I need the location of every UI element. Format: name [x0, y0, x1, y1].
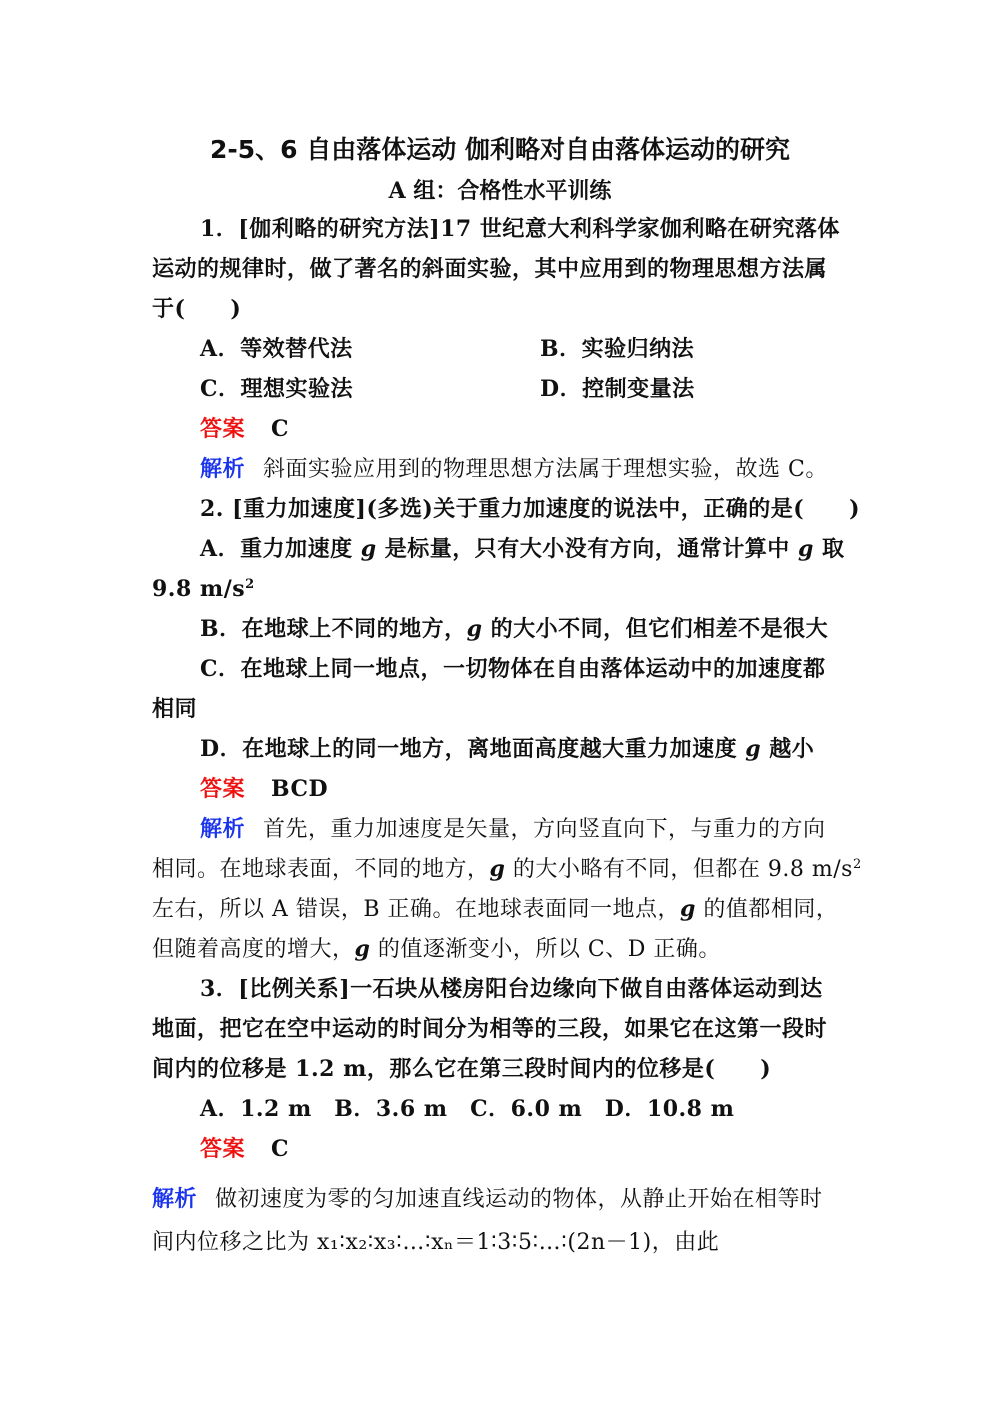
explanation-label: 解析	[152, 1186, 198, 1212]
text: 取	[813, 536, 845, 562]
q2-explanation-line2	[152, 854, 862, 885]
text: 但随着高度的增大，	[152, 937, 355, 962]
superscript: 2	[245, 577, 255, 592]
var-g: g	[466, 616, 483, 642]
q1-options-row2	[200, 374, 900, 404]
text: 左右，所以 A 错误，B 正确。在地球表面同一地点，	[152, 897, 681, 922]
q1-stem-line2: 运动的规律时，做了著名的斜面实验，其中应用到的物理思想方法属	[152, 256, 828, 282]
q3-explanation-line2: 间内位移之比为 x₁∶x₂∶x₃∶…∶xₙ＝1∶3∶5∶…∶(2n－1)，由此	[152, 1230, 720, 1255]
section-subtitle: A 组：合格性水平训练	[388, 178, 612, 204]
text: 的大小不同，但它们相差不是很大	[482, 616, 829, 642]
q2-option-d	[200, 734, 900, 764]
q2-option-c-line1: C．在地球上同一地点，一切物体在自由落体运动中的加速度都	[200, 656, 826, 682]
q3-stem-line3: 间内的位移是 1.2 m，那么它在第三段时间内的位移是( )	[152, 1056, 772, 1082]
q2-answer	[200, 774, 900, 804]
q2-option-a-line2	[152, 574, 852, 604]
var-g: g	[489, 856, 506, 882]
answer-label: 答案	[200, 776, 246, 802]
text: A．重力加速度	[200, 536, 361, 562]
q3-explanation-line1	[152, 1184, 852, 1215]
q1-option-c: C．理想实验法	[200, 376, 354, 402]
answer-value: C	[271, 416, 290, 442]
answer-label: 答案	[200, 416, 246, 442]
text: 相同。在地球表面，不同的地方，	[152, 857, 490, 882]
text: 做初速度为零的匀加速直线运动的物体，从静止开始在相等时	[215, 1187, 823, 1212]
q2-explanation-line3	[152, 894, 852, 925]
q2-stem: 2. [重力加速度](多选)关于重力加速度的说法中，正确的是( )	[200, 496, 861, 522]
answer-value: C	[271, 1136, 290, 1162]
q1-stem-line1: 1．[伽利略的研究方法]17 世纪意大利科学家伽利略在研究落体	[200, 216, 840, 242]
text: B．在地球上不同的地方，	[200, 616, 467, 642]
text: 9.8 m/s	[152, 576, 246, 602]
text: 的值逐渐变小，所以 C、D 正确。	[370, 937, 721, 962]
var-g: g	[680, 896, 696, 922]
q1-stem-line3: 于( )	[152, 296, 242, 322]
q1-option-b: B．实验归纳法	[540, 336, 695, 362]
superscript: 2	[852, 857, 862, 872]
q3-stem-line1: 3．[比例关系]一石块从楼房阳台边缘向下做自由落体运动到达	[200, 976, 823, 1002]
q2-option-c-line2: 相同	[152, 696, 198, 722]
explanation-label: 解析	[200, 816, 246, 842]
answer-label: 答案	[200, 1136, 246, 1162]
text: 是标量，只有大小没有方向，通常计算中	[376, 536, 798, 562]
q2-option-a-line1	[200, 534, 900, 564]
text: D．在地球上的同一地方，离地面高度越大重力加速度	[200, 736, 746, 762]
explanation-text: 斜面实验应用到的物理思想方法属于理想实验，故选 C。	[263, 457, 828, 482]
q3-stem-line2: 地面，把它在空中运动的时间分为相等的三段，如果它在这第一段时	[152, 1016, 828, 1042]
text: 首先，重力加速度是矢量，方向竖直向下，与重力的方向	[263, 817, 826, 842]
q3-options: A．1.2 m B．3.6 m C．6.0 m D．10.8 m	[200, 1096, 735, 1122]
page-title: 2-5、6 自由落体运动 伽利略对自由落体运动的研究	[210, 135, 790, 164]
q2-explanation-line4	[152, 934, 852, 965]
q3-answer	[200, 1134, 900, 1164]
answer-value: BCD	[271, 776, 329, 802]
q1-answer	[200, 414, 900, 444]
text: 越小	[761, 736, 815, 762]
text: 的值都相同，	[695, 897, 839, 922]
q2-option-b	[200, 614, 900, 644]
q1-option-a: A．等效替代法	[200, 336, 353, 362]
text: 的大小略有不同，但都在 9.8 m/s	[505, 857, 853, 882]
var-g: g	[360, 536, 377, 562]
explanation-label: 解析	[200, 456, 246, 482]
q1-explanation	[200, 454, 900, 485]
q2-explanation-line1	[200, 814, 900, 845]
var-g: g	[797, 536, 814, 562]
q1-options-row1	[200, 334, 900, 364]
var-g: g	[745, 736, 762, 762]
var-g: g	[354, 936, 371, 962]
q1-option-d: D．控制变量法	[540, 376, 695, 402]
